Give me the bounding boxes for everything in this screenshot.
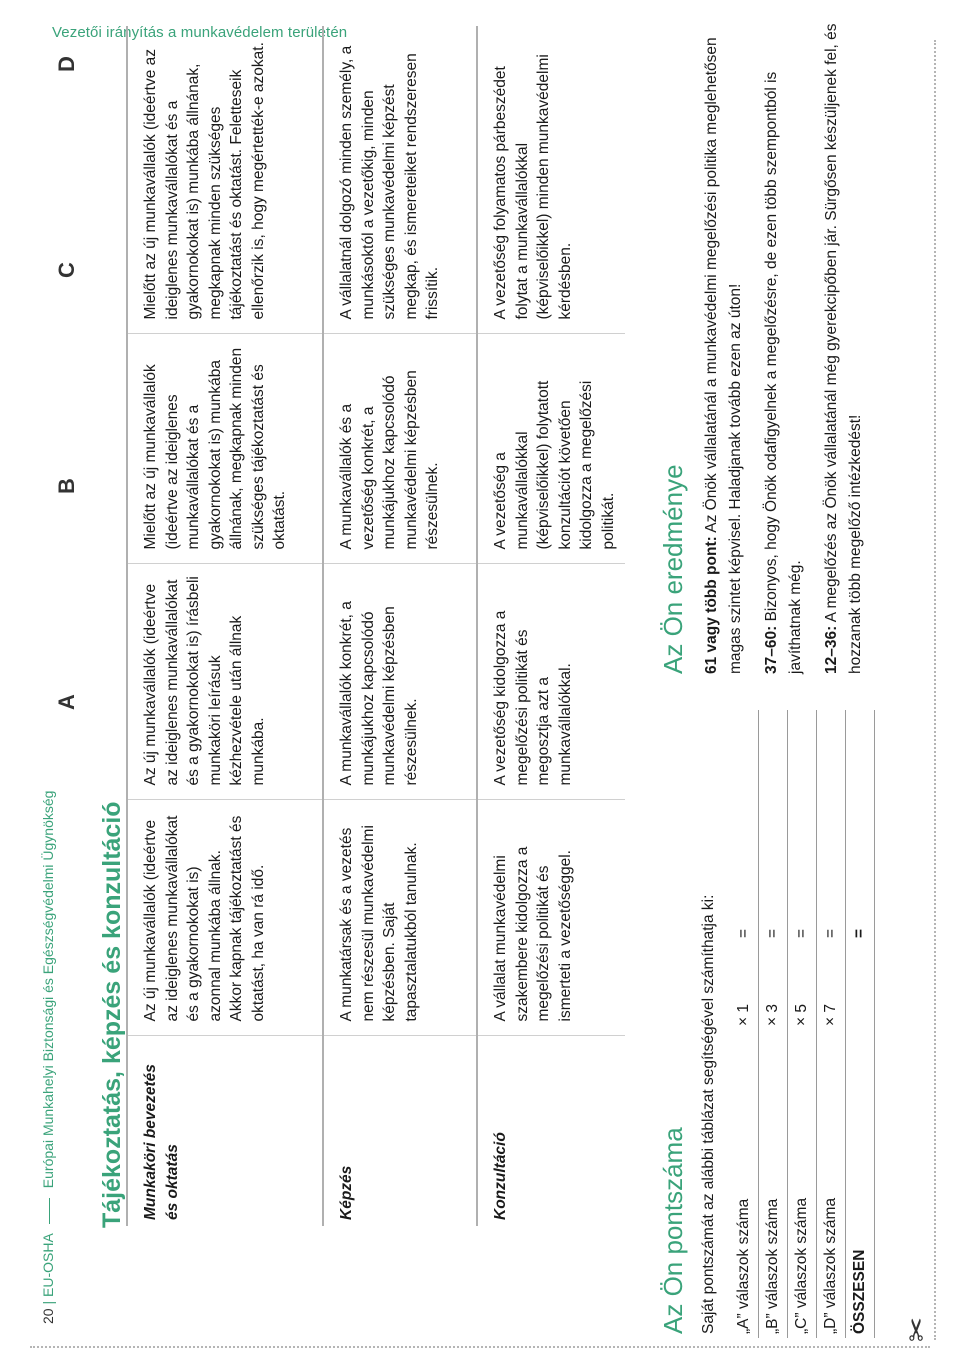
score-label: „C” válaszok száma (788, 1030, 817, 1338)
score-heading: Az Ön pontszáma (658, 1127, 688, 1334)
cell-c: Mielőtt az új munkavállalók (ideértve az ideiglenes munkavállalókat és a gyakornokokat is) munkába állnának, megkapnak minden szükséges tájékoztatást és oktatást. (127, 334, 323, 564)
result-text: A megelőzés az Önök vállalatánál még gyerekcipőben jár. Sürgősen készüljenek fel, és hozzanak több megelőző intézkedést! (823, 23, 864, 674)
score-input[interactable] (788, 710, 817, 894)
score-equals: = (788, 894, 817, 942)
table-row (759, 710, 788, 1338)
cell-d: Mielőtt az új munkavállalók (ideértve az ideiglenes munkavállalókat és a gyakornokokat is) munkába állnának, megkapnak minden szükséges tájékoztatást és oktatást. Feletteseik ellenőrzik is, hogy megértették-e azokat. (127, 26, 323, 334)
total-equals: = (846, 894, 875, 942)
score-equals: = (759, 894, 788, 942)
column-head-c: C (54, 262, 79, 278)
table-row (817, 710, 846, 1338)
results-list (700, 0, 880, 674)
cell-b: Az új munkavállalók (ideértve az ideiglenes munkavállalókat és a gyakornokokat is) írásbeli munkaköri leírásuk kézhezvétele után állnak munkába. (127, 564, 323, 800)
score-multiplier: × 5 (788, 942, 817, 1030)
table-row (730, 710, 759, 1338)
row-label: Konzultáció (477, 1036, 625, 1226)
table-row (477, 26, 625, 1226)
result-text: Bizonyos, hogy Önök odafigyelnek a megelőzésre, de ezen több szempontból is javíthatnak még. (763, 71, 804, 674)
score-input[interactable] (730, 710, 759, 894)
score-instruction: Saját pontszámát az alábbi táblázat segítségével számíthatja ki: (700, 894, 717, 1334)
page-number: 20 (40, 1308, 56, 1324)
column-head-a: A (54, 694, 79, 710)
cell-a: A vállalat munkavédelmi szakembere kidolgozza a megelőzési politikát és ismerteti a vezetőséggel. (477, 800, 625, 1036)
score-input[interactable] (817, 710, 846, 894)
score-label: „D” válaszok száma (817, 1030, 846, 1338)
result-heading: Az Ön eredménye (658, 464, 688, 674)
result-range: 61 vagy több pont: (703, 536, 720, 674)
score-label: „A” válaszok száma (730, 1030, 759, 1338)
footer-rule (49, 1198, 50, 1224)
org-short: EU-OSHA (40, 1233, 56, 1297)
column-head-b: B (54, 478, 79, 494)
cell-a: A munkatársak és a vezetés nem részesül munkavédelmi képzésben. Saját tapasztalatukból tanulnak. (323, 800, 477, 1036)
cell-c: A munkavállalók és a vezetőség konkrét, a munkájukhoz kapcsolódó munkavédelmi képzésben részesülnek. (323, 334, 477, 564)
org-full: Európai Munkahelyi Biztonsági és Egészségvédelmi Ügynökség (40, 790, 56, 1189)
cell-b: A munkavállalók konkrét, a munkájukhoz kapcsolódó munkavédelmi képzésben részesülnek. (323, 564, 477, 800)
total-spacer (846, 942, 875, 1030)
cell-b: A vezetőség kidolgozza a megelőzési politikát és megosztja azt a munkavállalókkal. (477, 564, 625, 800)
assessment-matrix (126, 26, 625, 1226)
result-item (760, 0, 808, 674)
score-table (730, 710, 875, 1338)
cell-d: A vezetőség folyamatos párbeszédet folytat a munkavállalókkal (képviselőikkel) minden munkavédelmi kérdésben. (477, 26, 625, 334)
column-head-d: D (54, 56, 79, 72)
cell-c: A vezetőség a munkavállalókkal (képviselőikkel) folytatott konzultációt követően kidolgozza a megelőzési politikát. (477, 334, 625, 564)
result-range: 37–60: (763, 625, 780, 674)
result-range: 12–36: (823, 625, 840, 674)
table-row (323, 26, 477, 1226)
table-row (788, 710, 817, 1338)
result-text: Az Önök vállalatánál a munkavédelmi megelőzési politika meglehetősen magas szintet képvisel. Haladjanak tovább ezen az úton! (703, 37, 744, 674)
total-label: ÖSSZESEN (846, 1030, 875, 1338)
row-label: Munkaköri bevezetés és oktatás (127, 1036, 323, 1226)
score-label: „B” válaszok száma (759, 1030, 788, 1338)
cell-d: A vállalatnál dolgozó minden személy, a munkásoktól a vezetőkig, minden szükséges munkavédelmi képzést megkap, és ismereteiket rendszeresen frissítik. (323, 26, 477, 334)
table-row-total (846, 710, 875, 1338)
cell-a: Az új munkavállalók (ideértve az ideiglenes munkavállalókat és a gyakornokokat is) azonnal munkába állnak. Akkor kapnak tájékoztatást és oktatást, ha van rá idő. (127, 800, 323, 1036)
row-label: Képzés (323, 1036, 477, 1226)
score-equals: = (817, 894, 846, 942)
result-item (820, 0, 868, 674)
score-multiplier: × 1 (730, 942, 759, 1030)
total-input[interactable] (846, 710, 875, 894)
running-header: Vezetői irányítás a munkavédelem területén (52, 24, 348, 41)
scissors-icon: ✂ (901, 1316, 935, 1343)
table-row (127, 26, 323, 1226)
score-equals: = (730, 894, 759, 942)
score-multiplier: × 7 (817, 942, 846, 1030)
result-item (700, 0, 748, 674)
score-input[interactable] (759, 710, 788, 894)
section-title: Tájékoztatás, képzés és konzultáció (98, 801, 126, 1228)
footer: 20 | EU-OSHA Európai Munkahelyi Biztonsági és Egészségvédelmi Ügynökség (40, 790, 56, 1324)
score-multiplier: × 3 (759, 942, 788, 1030)
